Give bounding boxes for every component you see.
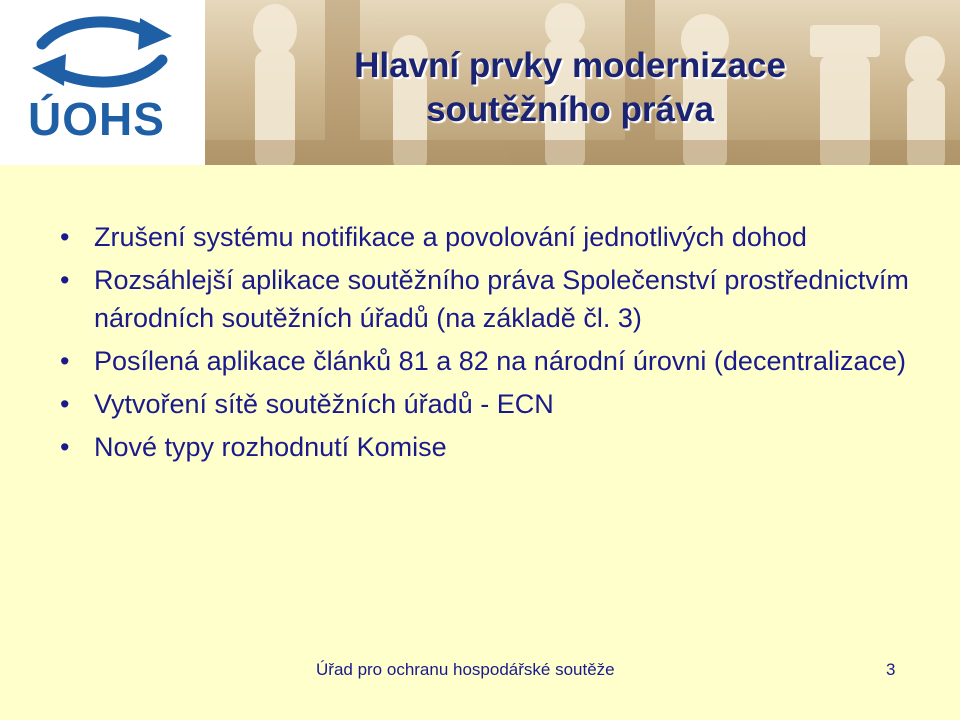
list-item xyxy=(60,261,920,337)
list-item-text: Posílená aplikace článků 81 a 82 na národní úrovni (decentralizace) xyxy=(94,346,907,376)
list-item xyxy=(60,342,920,380)
list-item-text: Rozsáhlejší aplikace soutěžního práva Společenství prostřednictvím národních soutěžních úřadů (na základě čl. 3) xyxy=(94,265,909,333)
title-line-1: Hlavní prvky modernizace xyxy=(354,46,786,85)
footer-text: Úřad pro ochranu hospodářské soutěže xyxy=(316,660,615,679)
list-item-text: Nové typy rozhodnutí Komise xyxy=(94,432,447,462)
bullet-icon: • xyxy=(60,389,70,419)
list-item xyxy=(60,218,920,256)
bullet-icon: • xyxy=(60,346,70,376)
list-item-text: Zrušení systému notifikace a povolování jednotlivých dohod xyxy=(94,222,807,252)
bullet-icon: • xyxy=(60,222,70,252)
list-item xyxy=(60,428,920,466)
page-number: 3 xyxy=(886,660,896,679)
list-item xyxy=(60,385,920,423)
title-line-2: soutěžního práva xyxy=(426,90,714,129)
bullet-icon: • xyxy=(60,265,70,295)
logo-text: ÚOHS xyxy=(28,93,165,145)
bullet-list xyxy=(60,218,920,471)
logo xyxy=(0,0,205,165)
bullet-icon: • xyxy=(60,432,70,462)
slide-header xyxy=(0,0,960,165)
list-item-text: Vytvoření sítě soutěžních úřadů - ECN xyxy=(94,389,554,419)
page-title xyxy=(240,44,900,132)
arrows-logo-icon xyxy=(22,12,182,92)
